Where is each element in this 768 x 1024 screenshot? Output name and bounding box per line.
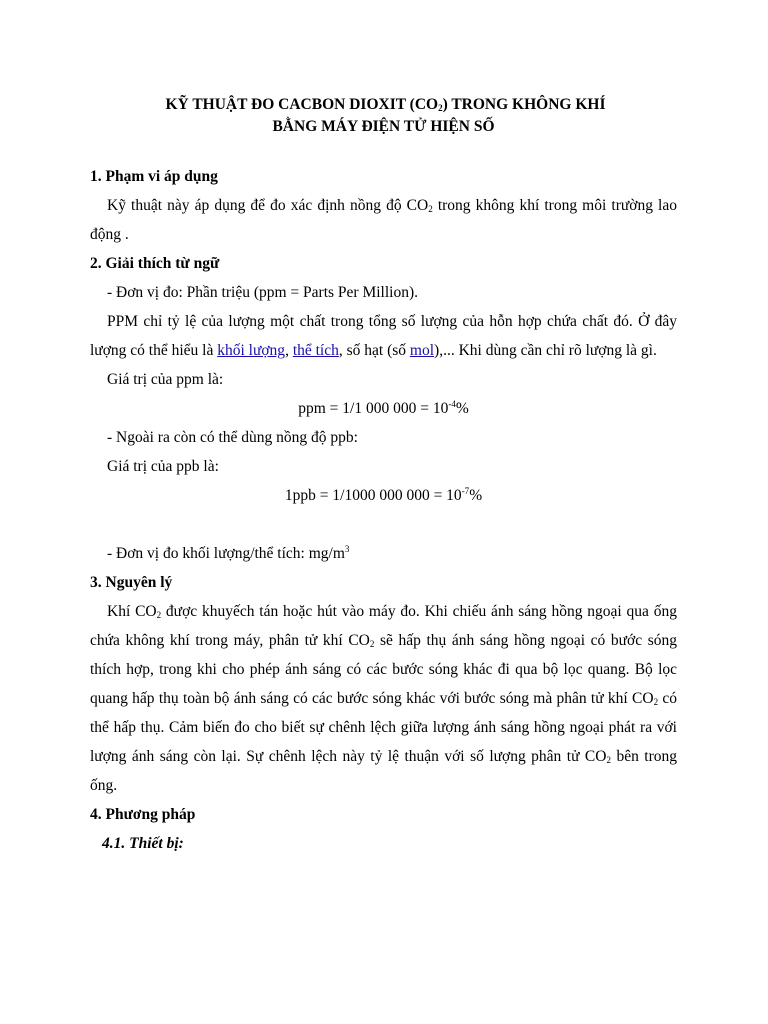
- principle-text: Khí $CO_2$ được khuyếch tán hoặc hút vào máy đo. Khi chiếu ánh sáng hồng ngoại qua ống chứa không khí trong máy, phân tử khí $CO_2$ sẽ hấp thụ ánh sáng hồng ngoại có bước sóng thích hợp, trong khi cho phép ánh sáng có các bước sóng khác đi qua bộ lọc quang. Bộ lọc quang hấp thụ toàn bộ ánh sáng có các bước sóng khác với bước sóng mà phân tử khí $CO_2$ có thể hấp thụ. Cảm biến đo cho biết sự chênh lệch giữa lượng ánh sáng hồng ngoại phát ra với lượng ánh sáng còn lại. Sự chênh lệch này tỷ lệ thuận với số lượng phân tử $CO_2$ bên trong ống.: [90, 603, 678, 794]
- link-mol[interactable]: mol: [409, 342, 435, 359]
- section-1-text: Kỹ thuật này áp dụng để đo xác định nồng độ $CO_2$ trong không khí trong môi trường lao động .: [90, 197, 677, 243]
- ppm-explanation: PPM chỉ tỷ lệ của lượng một chất trong tổng số lượng của hỗn hợp chứa chất đó. Ở đây lượng có thể hiểu là khối lượng, thể tích, số hạt (số mol),... Khi dùng cần chỉ rõ lượng là gì.: [90, 313, 677, 359]
- ppb-formula: 1ppb = 1/1000 000 $000 = 10^{-7}\%$: [284, 486, 483, 504]
- section-4-heading: 4. Phương pháp: [90, 806, 196, 823]
- link-mass[interactable]: khối lượng: [217, 342, 286, 359]
- document-title: [90, 94, 677, 138]
- title-line-2: BẰNG MÁY ĐIỆN TỬ HIỆN SỐ: [272, 118, 495, 135]
- section-2-heading: 2. Giải thích từ ngữ: [90, 255, 220, 272]
- section-4-1-heading: 4.1. Thiết bị:: [102, 835, 184, 852]
- unit-definition: - Đơn vị đo: Phần triệu (ppm = Parts Per Million).: [107, 284, 418, 301]
- document-page: [90, 94, 677, 858]
- ppm-formula: ppm = 1/1 000 $000 = 10^{-4}\%$: [298, 399, 469, 417]
- mass-volume-unit: - Đơn vị đo khối lượng/thể tích: $mg/m^3$: [107, 544, 350, 562]
- title-line-1: KỸ THUẬT ĐO CACBON DIOXIT $(CO_2)$ TRONG KHÔNG KHÍ: [165, 96, 606, 113]
- section-1-heading: 1. Phạm vi áp dụng: [90, 168, 218, 185]
- ppb-value-label: Giá trị của ppb là:: [107, 458, 219, 475]
- ppb-intro: - Ngoài ra còn có thể dùng nồng độ ppb:: [107, 429, 358, 446]
- ppm-value-label: Giá trị của ppm là:: [107, 371, 224, 388]
- link-volume[interactable]: thể tích: [292, 342, 339, 359]
- section-3-heading: 3. Nguyên lý: [90, 574, 173, 591]
